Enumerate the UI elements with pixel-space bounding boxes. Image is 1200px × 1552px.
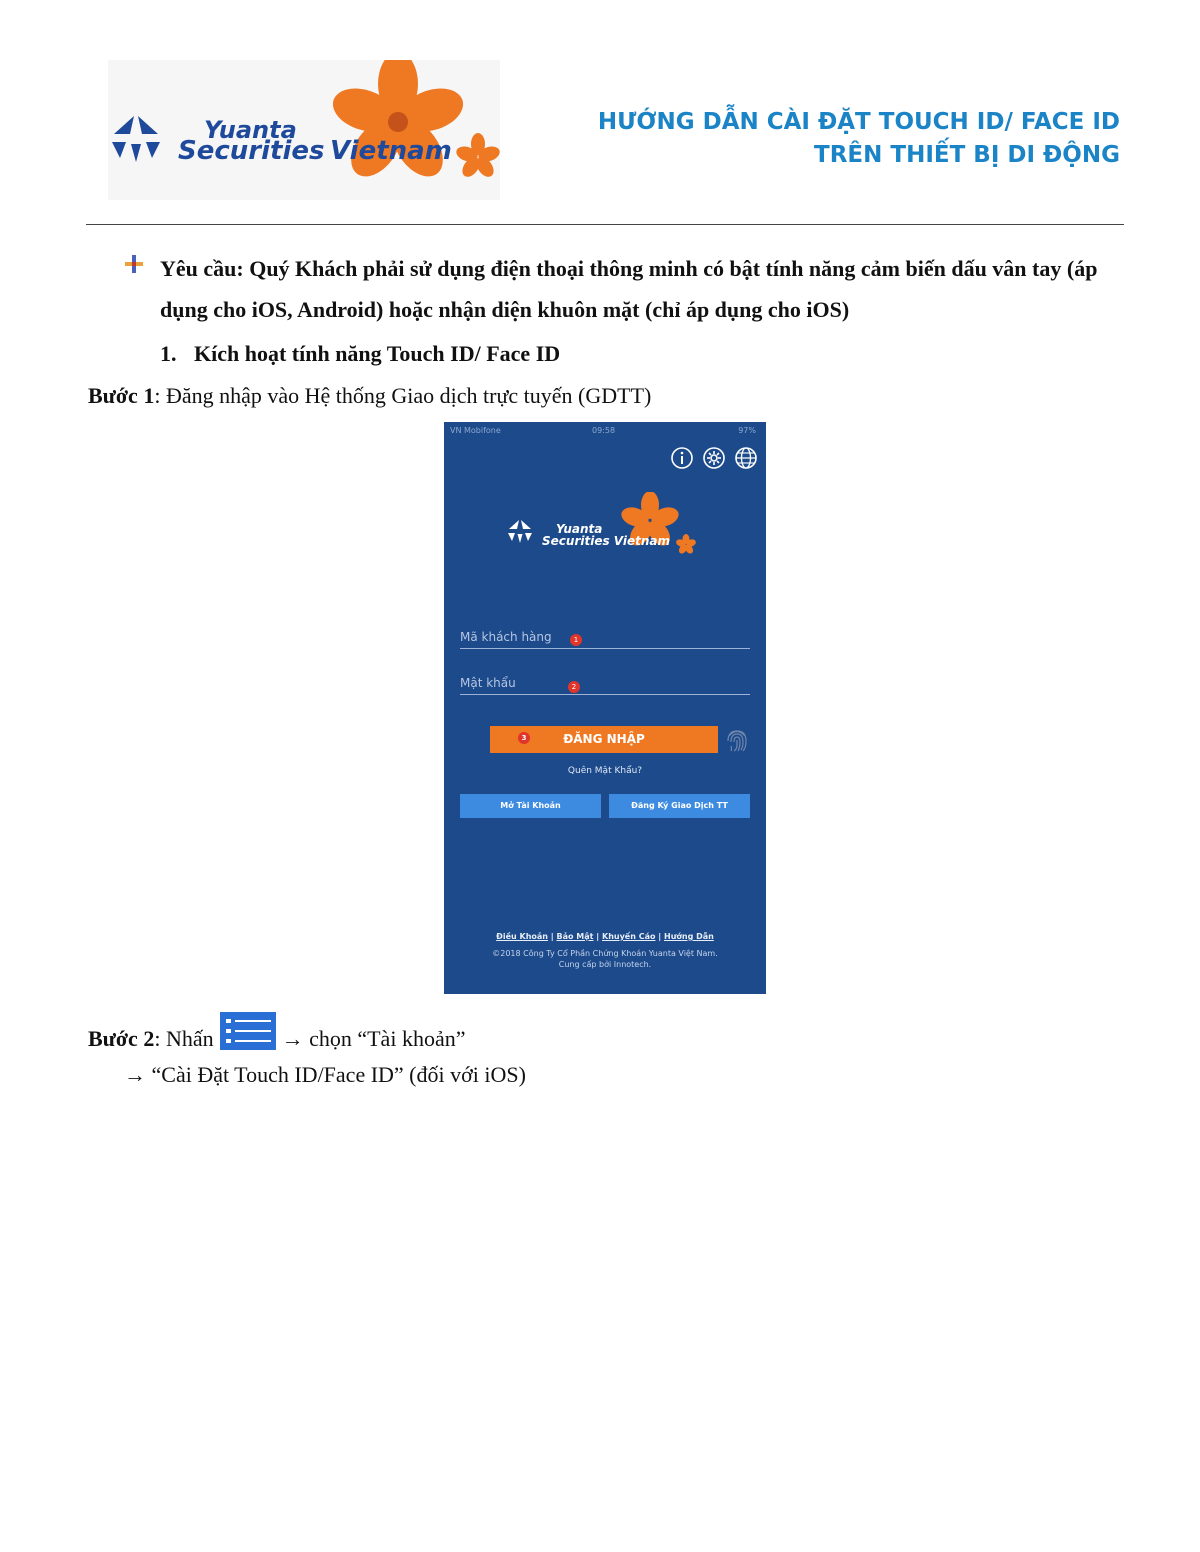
step-badge-3: 3 — [518, 732, 530, 744]
provider-text: Cung cấp bởi Innotech. — [558, 960, 652, 969]
step1-text — [88, 383, 651, 409]
link-separator: | — [550, 932, 554, 941]
section-title: Kích hoạt tính năng Touch ID/ Face ID — [194, 341, 561, 366]
clock-label: 09:58 — [592, 426, 616, 435]
terms-link[interactable]: Điều Khoản — [496, 932, 548, 941]
link-separator: | — [658, 932, 662, 941]
guide-link[interactable]: Hướng Dẫn — [664, 932, 714, 941]
bullet-plus-icon — [124, 254, 144, 274]
step-badge-1: 1 — [570, 634, 582, 646]
security-link[interactable]: Bảo Mật — [556, 932, 594, 941]
step2-description-before: : Nhấn — [154, 1026, 214, 1051]
app-logo-mark-icon — [506, 492, 706, 566]
menu-list-icon — [220, 1012, 276, 1050]
customer-code-field[interactable] — [460, 630, 750, 649]
app-login-screenshot — [444, 422, 766, 994]
company-logo — [108, 60, 500, 200]
document-title-line1: HƯỚNG DẪN CÀI ĐẶT TOUCH ID/ FACE ID — [597, 109, 1120, 135]
logo-text-vietnam: Vietnam — [330, 136, 452, 166]
customer-code-placeholder: Mã khách hàng — [460, 630, 552, 644]
app-logo — [506, 492, 706, 566]
forgot-password-link[interactable]: Quên Mật Khẩu? — [567, 766, 643, 776]
step1-description: : Đăng nhập vào Hệ thống Giao dịch trực tuyến (GDTT) — [154, 383, 652, 408]
link-separator: | — [596, 932, 600, 941]
login-button[interactable] — [490, 726, 718, 753]
step2-description-after: → chọn “Tài khoản” — [281, 1026, 466, 1051]
step-badge-2: 2 — [568, 681, 580, 693]
fingerprint-icon[interactable] — [724, 726, 750, 754]
step2-settings-instruction: → “Cài Đặt Touch ID/Face ID” (đối với iOS) — [124, 1062, 526, 1087]
copyright-text: ©2018 Công Ty Cổ Phần Chứng Khoán Yuanta Việt Nam. — [492, 949, 718, 958]
logo-text-securities: Securities — [178, 136, 325, 166]
footer-copyright — [444, 948, 766, 970]
register-online-trading-button[interactable]: Đăng Ký Giao Dịch TT — [609, 794, 750, 818]
document-title-line2: TRÊN THIẾT BỊ DI ĐỘNG — [814, 142, 1120, 168]
info-icon[interactable] — [670, 446, 694, 470]
logo-text-yuanta: Yuanta — [204, 116, 297, 144]
top-icon-bar — [670, 446, 758, 470]
section-heading — [160, 341, 560, 367]
logo-mark-icon — [108, 60, 500, 200]
header-divider — [86, 224, 1124, 225]
app-logo-text-securities: Securities Vietnam — [542, 534, 670, 548]
warning-link[interactable]: Khuyến Cáo — [602, 932, 656, 941]
step2-text — [88, 1020, 465, 1058]
login-button-label: ĐĂNG NHẬP — [563, 732, 645, 746]
step1-label: Bước 1 — [88, 383, 155, 408]
open-account-button[interactable]: Mở Tài Khoản — [460, 794, 601, 818]
carrier-label: VN Mobifone — [450, 426, 501, 435]
requirement-text: Yêu cầu: Quý Khách phải sử dụng điện thoại thông minh có bật tính năng cảm biến dấu vân tay (áp dụng cho iOS, Android) hoặc nhận diện khuôn mặt (chỉ áp dụng cho iOS) — [160, 256, 1098, 322]
footer-links — [444, 932, 766, 941]
password-placeholder: Mật khẩu — [460, 676, 516, 690]
step2-label: Bước 2 — [88, 1026, 155, 1051]
document-title — [598, 106, 1120, 172]
password-field[interactable] — [460, 676, 750, 695]
language-globe-icon[interactable] — [734, 446, 758, 470]
settings-gear-icon[interactable] — [702, 446, 726, 470]
status-bar — [444, 422, 766, 440]
section-number: 1. — [160, 341, 177, 366]
app-logo-text-yuanta: Yuanta — [556, 522, 603, 536]
battery-label: 97% — [738, 426, 756, 435]
